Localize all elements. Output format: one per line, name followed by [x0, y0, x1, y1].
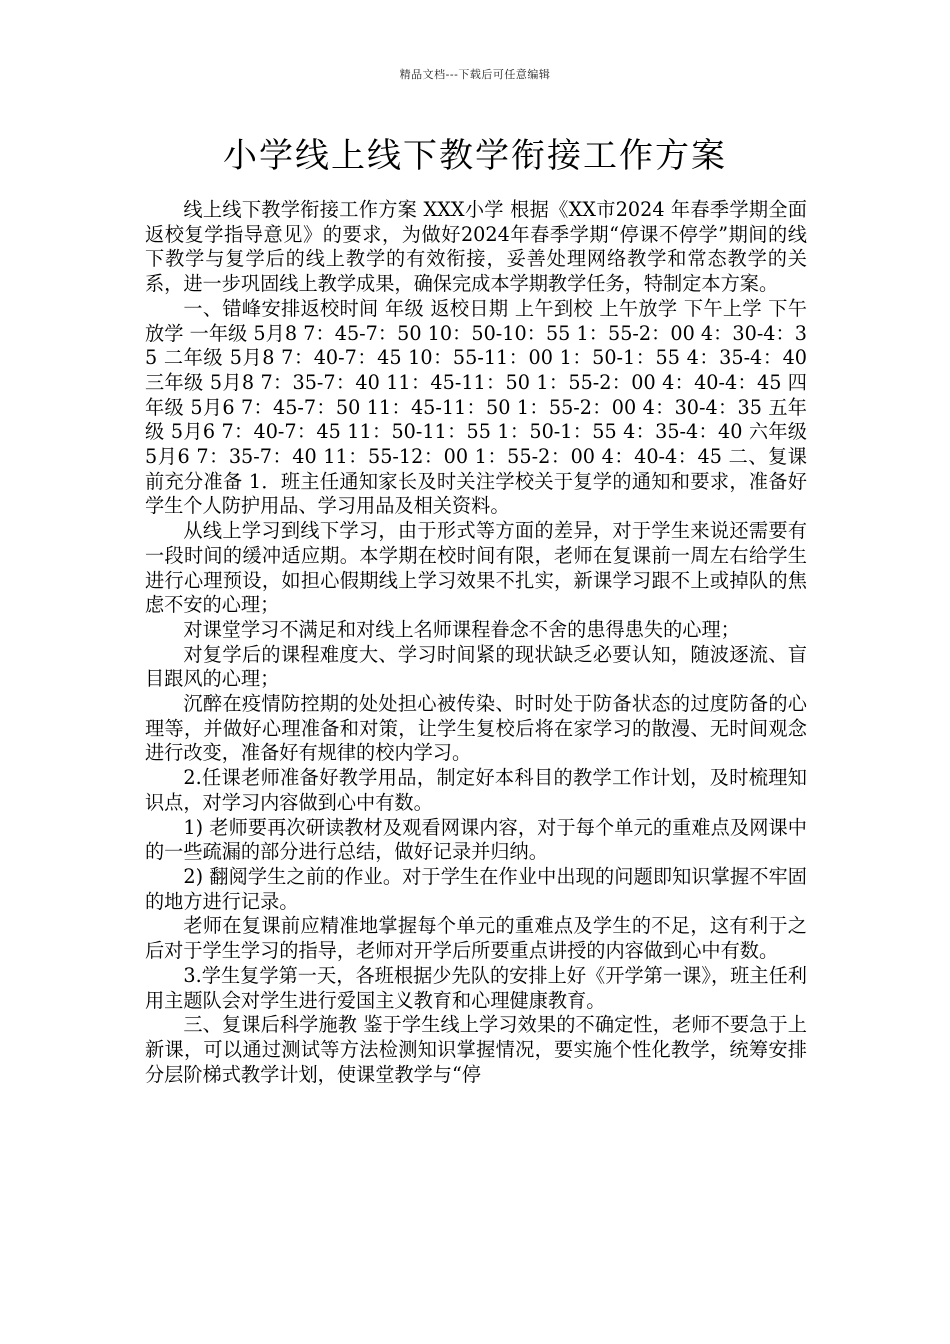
- document-body: [145, 198, 807, 1087]
- paragraph-intro: 线上线下教学衔接工作方案 XXX小学 根据《XX市2024 年春季学期全面返校复学指导意见》的要求，为做好2024年春季学期“停课不停学”期间的线下教学与复学后的线上教学的有效衔接，妥善处理网络教学和常态教学的关系，进一步巩固线上教学成果，确保完成本学期教学任务，特制定本方案。: [145, 198, 807, 296]
- paragraph-teacher-prep-2: 2) 翻阅学生之前的作业。对于学生在作业中出现的问题即知识掌握不牢固的地方进行记录。: [145, 864, 807, 913]
- page-header-note: 精品文档---下载后可任意编辑: [399, 68, 551, 81]
- paragraph-psychology-3: 沉醉在疫情防控期的处处担心被传染、时时处于防备状态的过度防备的心理等，并做好心理准备和对策，让学生复校后将在家学习的散漫、无时间观念进行改变，准备好有规律的校内学习。: [145, 692, 807, 765]
- paragraph-after-resume: 三、复课后科学施教 鉴于学生线上学习效果的不确定性，老师不要急于上新课，可以通过测试等方法检测知识掌握情况，要实施个性化教学，统筹安排分层阶梯式教学计划，使课堂教学与“停: [145, 1013, 807, 1086]
- paragraph-psychology-1: 对课堂学习不满足和对线上名师课程眷念不舍的患得患失的心理；: [183, 617, 740, 641]
- paragraph-psychology-2: 对复学后的课程难度大、学习时间紧的现状缺乏必要认知，随波逐流、盲目跟风的心理；: [145, 642, 807, 691]
- paragraph-teacher-prep-1: 1) 老师要再次研读教材及观看网课内容，对于每个单元的重难点及网课中的一些疏漏的部分进行总结，做好记录并归纳。: [145, 815, 807, 864]
- paragraph-first-day: 3.学生复学第一天，各班根据少先队的安排上好《开学第一课》，班主任利用主题队会对学生进行爱国主义教育和心理健康教育。: [145, 963, 807, 1012]
- paragraph-schedule: 一、错峰安排返校时间 年级 返校日期 上午到校 上午放学 下午上学 下午放学 一年级 5月8 7：45-7：50 10：50-10：55 1：55-2：00 4：30-4：35 二年级 5月8 7：40-7：45 10：55-11：00 1：50-1：55 4：35-4：40 三年级 5月8 7：35-7：40 11：45-11：50 1：55-2：00 4：40-4：45 四年级 5月6 7：45-7：50 11：45-11：50 1：55-2：00 4：30-4：35 五年级 5月6 7：40-7：45 11：50-11：55 1：50-1：55 4：35-4：40 六年级 5月6 7：35-7：40 11：55-12：00 1：55-2：00 4：40-4：45 二、复课前充分准备 1．班主任通知家长及时关注学校关于复学的通知和要求，准备好学生个人防护用品、学习用品及相关资料。: [145, 296, 807, 518]
- paragraph-teacher-focus: 老师在复课前应精准地掌握每个单元的重难点及学生的不足，这有利于之后对于学生学习的指导，老师对开学后所要重点讲授的内容做到心中有数。: [145, 914, 807, 963]
- document-title: 小学线上线下教学衔接工作方案: [223, 136, 727, 176]
- paragraph-teacher-prep: 2.任课老师准备好教学用品，制定好本科目的教学工作计划，及时梳理知识点，对学习内容做到心中有数。: [145, 766, 807, 814]
- paragraph-adaptation: 从线上学习到线下学习，由于形式等方面的差异，对于学生来说还需要有一段时间的缓冲适应期。本学期在校时间有限，老师在复课前一周左右给学生进行心理预设，如担心假期线上学习效果不扎实，新课学习跟不上或掉队的焦虑不安的心理；: [145, 519, 807, 617]
